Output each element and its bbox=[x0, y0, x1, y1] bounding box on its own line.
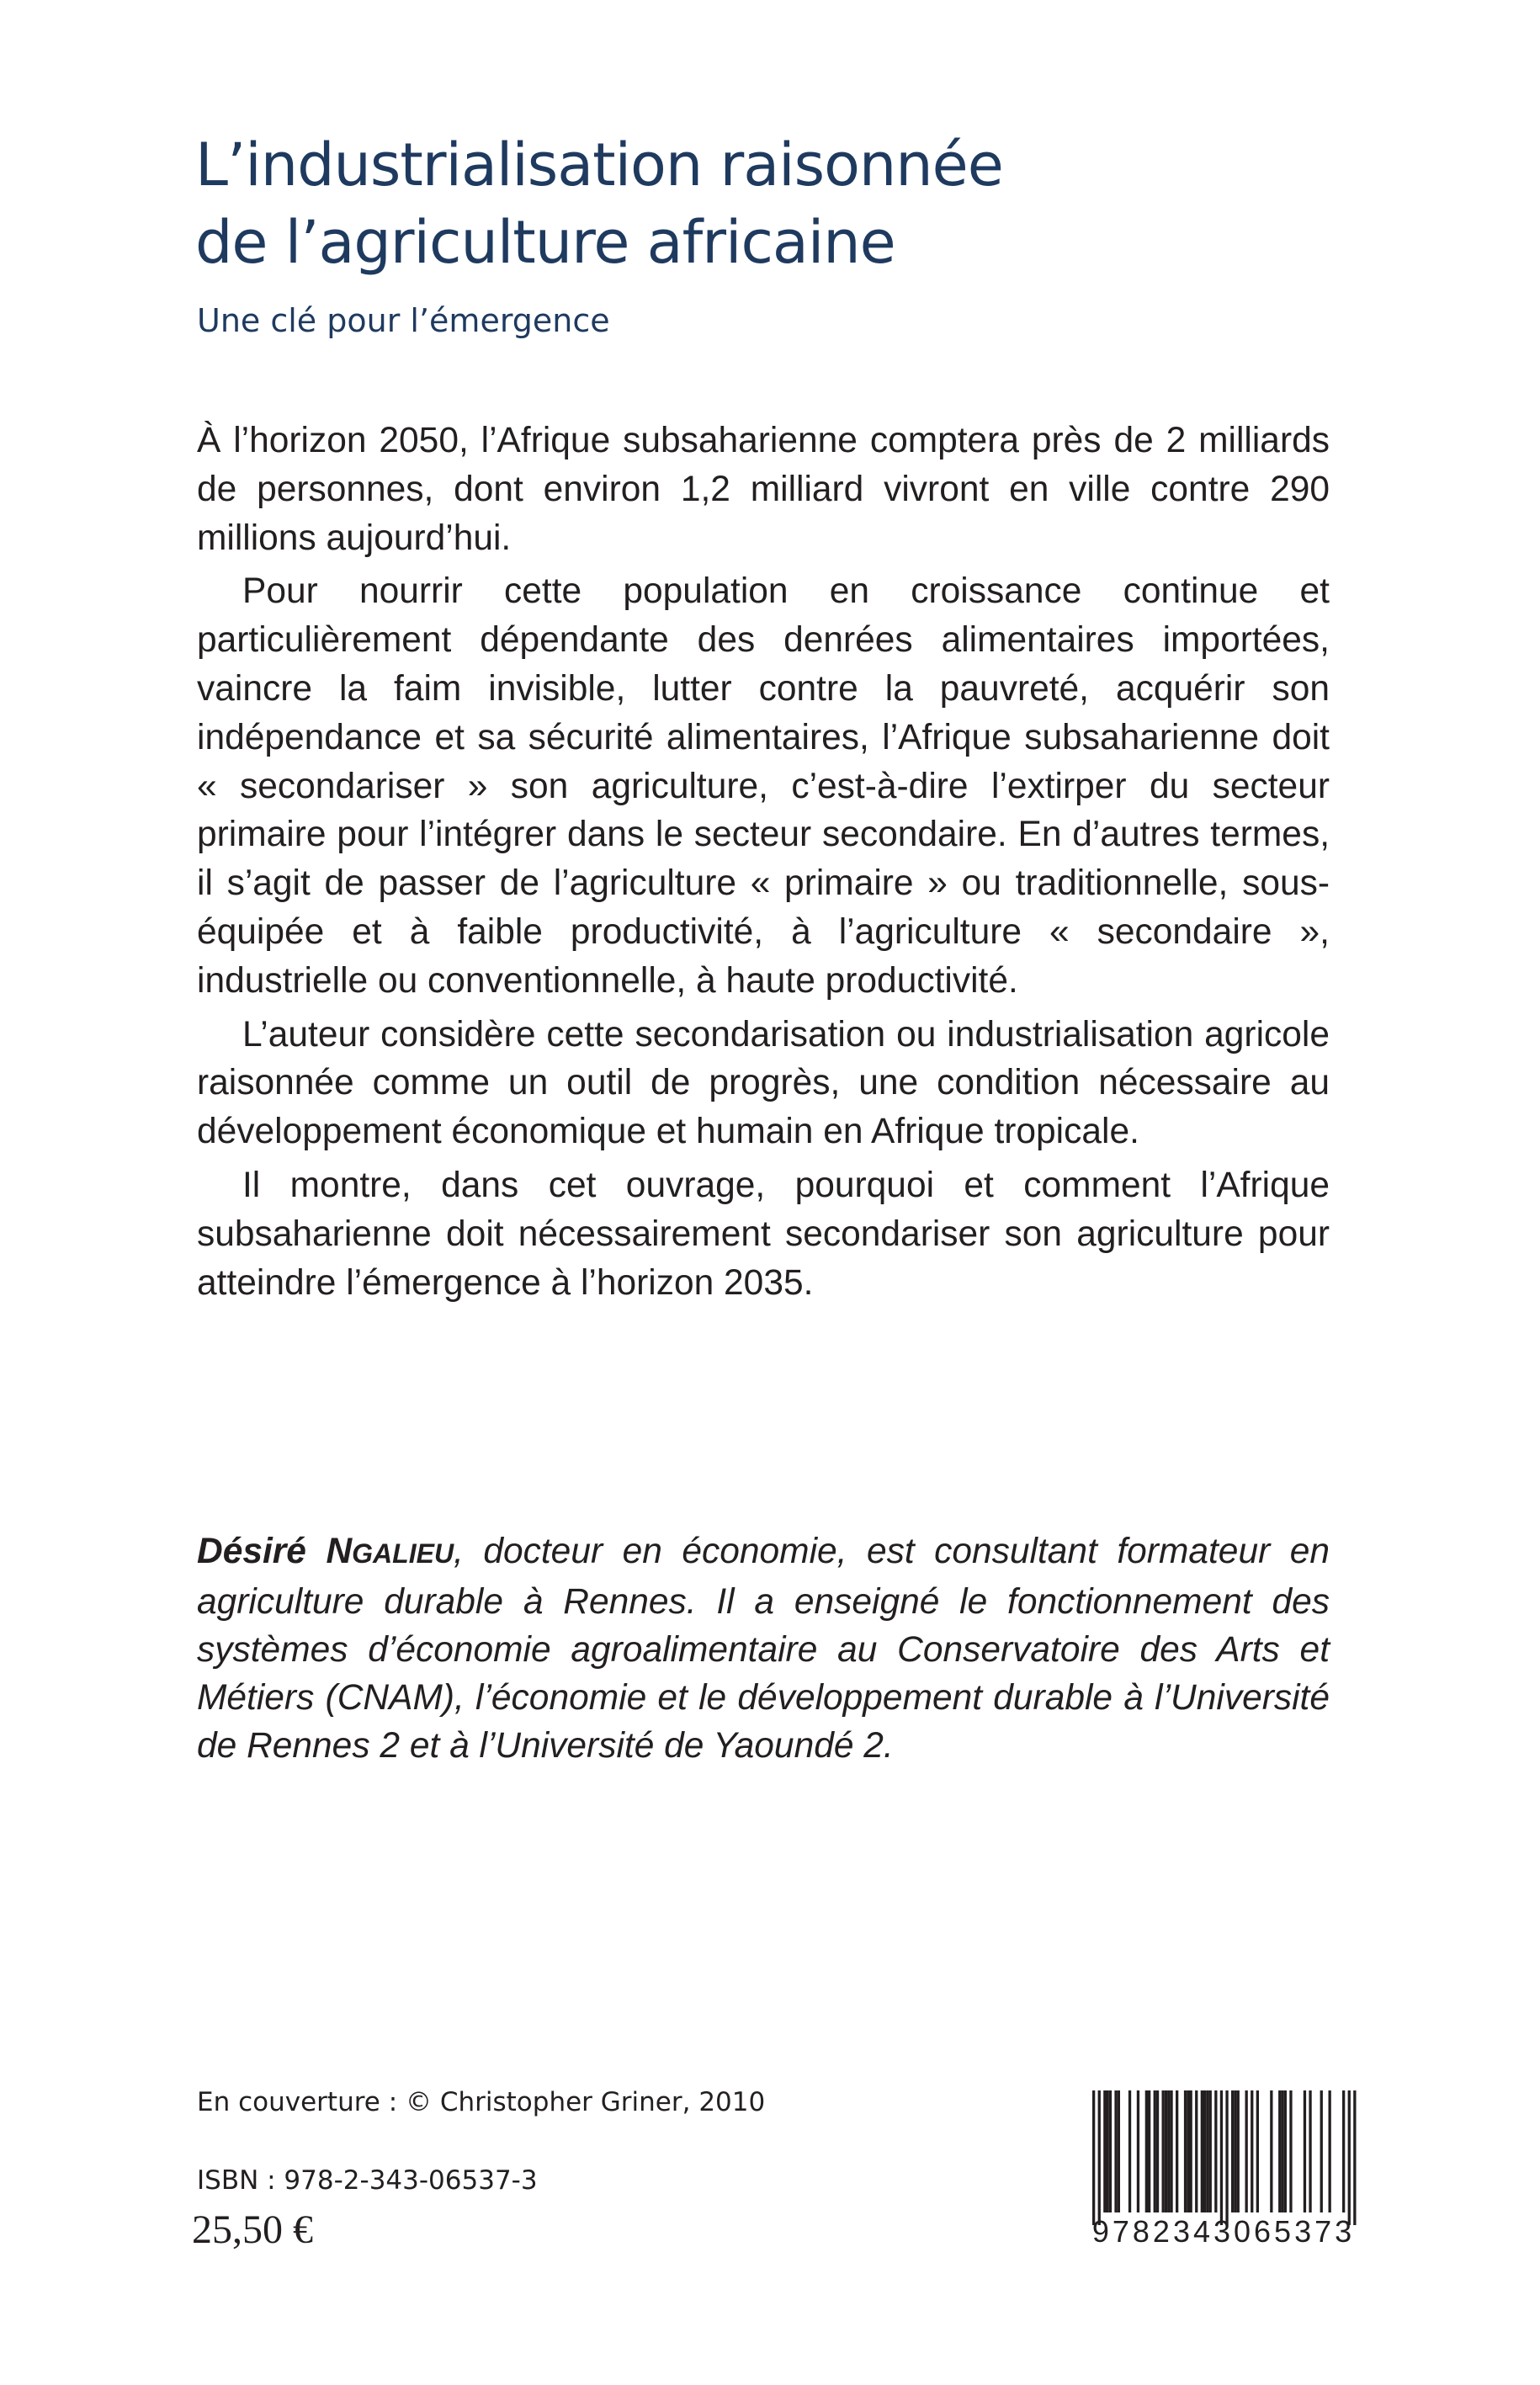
isbn-number: ISBN : 978-2-343-06537-3 bbox=[197, 2165, 538, 2196]
author-last-name-initial: N bbox=[326, 1532, 353, 1571]
barcode-bar bbox=[1148, 2090, 1150, 2212]
blurb-paragraph-4: Il montre, dans cet ouvrage, pourquoi et comment l’Afrique subsaharienne doit nécessairement secondariser son agriculture pour atteindre l’émergence à l’horizon 2035. bbox=[197, 1165, 1330, 1303]
barcode-bar bbox=[1162, 2090, 1165, 2212]
blurb-paragraph-3: L’auteur considère cette secondarisation ou industrialisation agricole raisonnée comme un outil de progrès, une condition nécessaire au développement économique et humain en Afrique tropicale. bbox=[197, 1014, 1330, 1152]
barcode-bar bbox=[1154, 2090, 1156, 2212]
barcode-bar bbox=[1107, 2090, 1109, 2212]
barcode-bar bbox=[1270, 2090, 1272, 2212]
barcode-bar bbox=[1114, 2090, 1117, 2212]
barcode-bar bbox=[1145, 2090, 1148, 2212]
barcode-bar bbox=[1231, 2090, 1234, 2212]
barcode-bar bbox=[1281, 2090, 1283, 2212]
barcode-bar bbox=[1234, 2090, 1236, 2212]
barcode-bar bbox=[1109, 2090, 1112, 2212]
barcode-bar bbox=[1170, 2090, 1172, 2212]
barcode-bar bbox=[1348, 2090, 1351, 2225]
barcode-bar bbox=[1165, 2090, 1167, 2212]
barcode-bar bbox=[1289, 2090, 1292, 2212]
cover-credit: En couverture : © Christopher Griner, 2010 bbox=[197, 2087, 766, 2117]
barcode-bar bbox=[1353, 2090, 1356, 2225]
barcode-bar bbox=[1128, 2090, 1131, 2212]
barcode-bar bbox=[1156, 2090, 1159, 2212]
barcode-bar bbox=[1309, 2090, 1311, 2212]
barcode-bar bbox=[1201, 2090, 1203, 2212]
barcode-bar bbox=[1284, 2090, 1287, 2212]
barcode-bar bbox=[1342, 2090, 1345, 2212]
book-title-line-1: L’industrialisation raisonnée bbox=[195, 130, 1003, 199]
barcode-bar bbox=[1195, 2090, 1197, 2212]
book-title-line-2: de l’agriculture africaine bbox=[195, 208, 895, 277]
back-cover-blurb bbox=[197, 417, 1330, 1312]
barcode-bar bbox=[1225, 2090, 1228, 2225]
barcode-bar bbox=[1329, 2090, 1331, 2212]
author-bio bbox=[197, 1527, 1330, 1770]
barcode-bar bbox=[1237, 2090, 1240, 2212]
barcode-bar bbox=[1278, 2090, 1281, 2212]
author-name bbox=[197, 1532, 454, 1571]
book-subtitle: Une clé pour l’émergence bbox=[197, 302, 610, 339]
barcode-digits: 9782343065373 bbox=[1091, 2214, 1356, 2249]
barcode-bar bbox=[1256, 2090, 1259, 2212]
barcode-bar bbox=[1103, 2090, 1106, 2212]
barcode-bar bbox=[1320, 2090, 1323, 2212]
barcode-bar bbox=[1167, 2090, 1170, 2212]
barcode-bar bbox=[1245, 2090, 1248, 2212]
barcode-bar bbox=[1190, 2090, 1192, 2212]
barcode-bar bbox=[1214, 2090, 1217, 2212]
barcode-bar bbox=[1304, 2090, 1306, 2212]
blurb-paragraph-2: Pour nourrir cette population en croissance continue et particulièrement dépendante des denrées alimentaires importées, vaincre la faim invisible, lutter contre la pauvreté, acquérir son indépendance et sa sécurité alimentaires, l’Afrique subsaharienne doit « secondariser » son agriculture, c’est-à-dire l’extirper du secteur primaire pour l’intégrer dans le secteur secondaire. En d’autres termes, il s’agit de passer de l’agriculture « primaire » ou traditionnelle, sous-équipée et à faible productivité, à l’agriculture « secondaire », industrielle ou conventionnelle, à haute productivité. bbox=[197, 571, 1330, 1001]
barcode-bar bbox=[1184, 2090, 1187, 2212]
barcode-bar bbox=[1251, 2090, 1253, 2212]
barcode-bar bbox=[1118, 2090, 1120, 2212]
blurb-paragraph-1: À l’horizon 2050, l’Afrique subsaharienne comptera près de 2 milliards de personnes, dont environ 1,2 milliard vivront en ville contre 290 millions aujourd’hui. bbox=[197, 421, 1330, 558]
barcode-bar bbox=[1187, 2090, 1189, 2212]
author-last-name-rest: GALIEU bbox=[352, 1538, 454, 1569]
author-first-name: Désiré bbox=[197, 1532, 306, 1571]
barcode-bar bbox=[1209, 2090, 1212, 2212]
barcode-bar bbox=[1203, 2090, 1206, 2212]
barcode-bar bbox=[1176, 2090, 1178, 2212]
barcode-bar bbox=[1206, 2090, 1208, 2212]
price: 25,50 € bbox=[192, 2207, 313, 2252]
book-title bbox=[195, 126, 1373, 281]
author-bio-text: , docteur en économie, est consultant formateur en agriculture durable à Rennes. Il a enseigné le fonctionnement des systèmes d’économie agroalimentaire au Conservatoire des Arts et Métiers (CNAM), l’économie et le développement durable à l’Université de Rennes 2 et à l’Université de Yaoundé 2. bbox=[197, 1532, 1330, 1766]
barcode-bar bbox=[1098, 2090, 1101, 2225]
barcode-bar bbox=[1137, 2090, 1139, 2212]
barcode-bar bbox=[1220, 2090, 1223, 2225]
barcode-bar bbox=[1092, 2090, 1095, 2225]
